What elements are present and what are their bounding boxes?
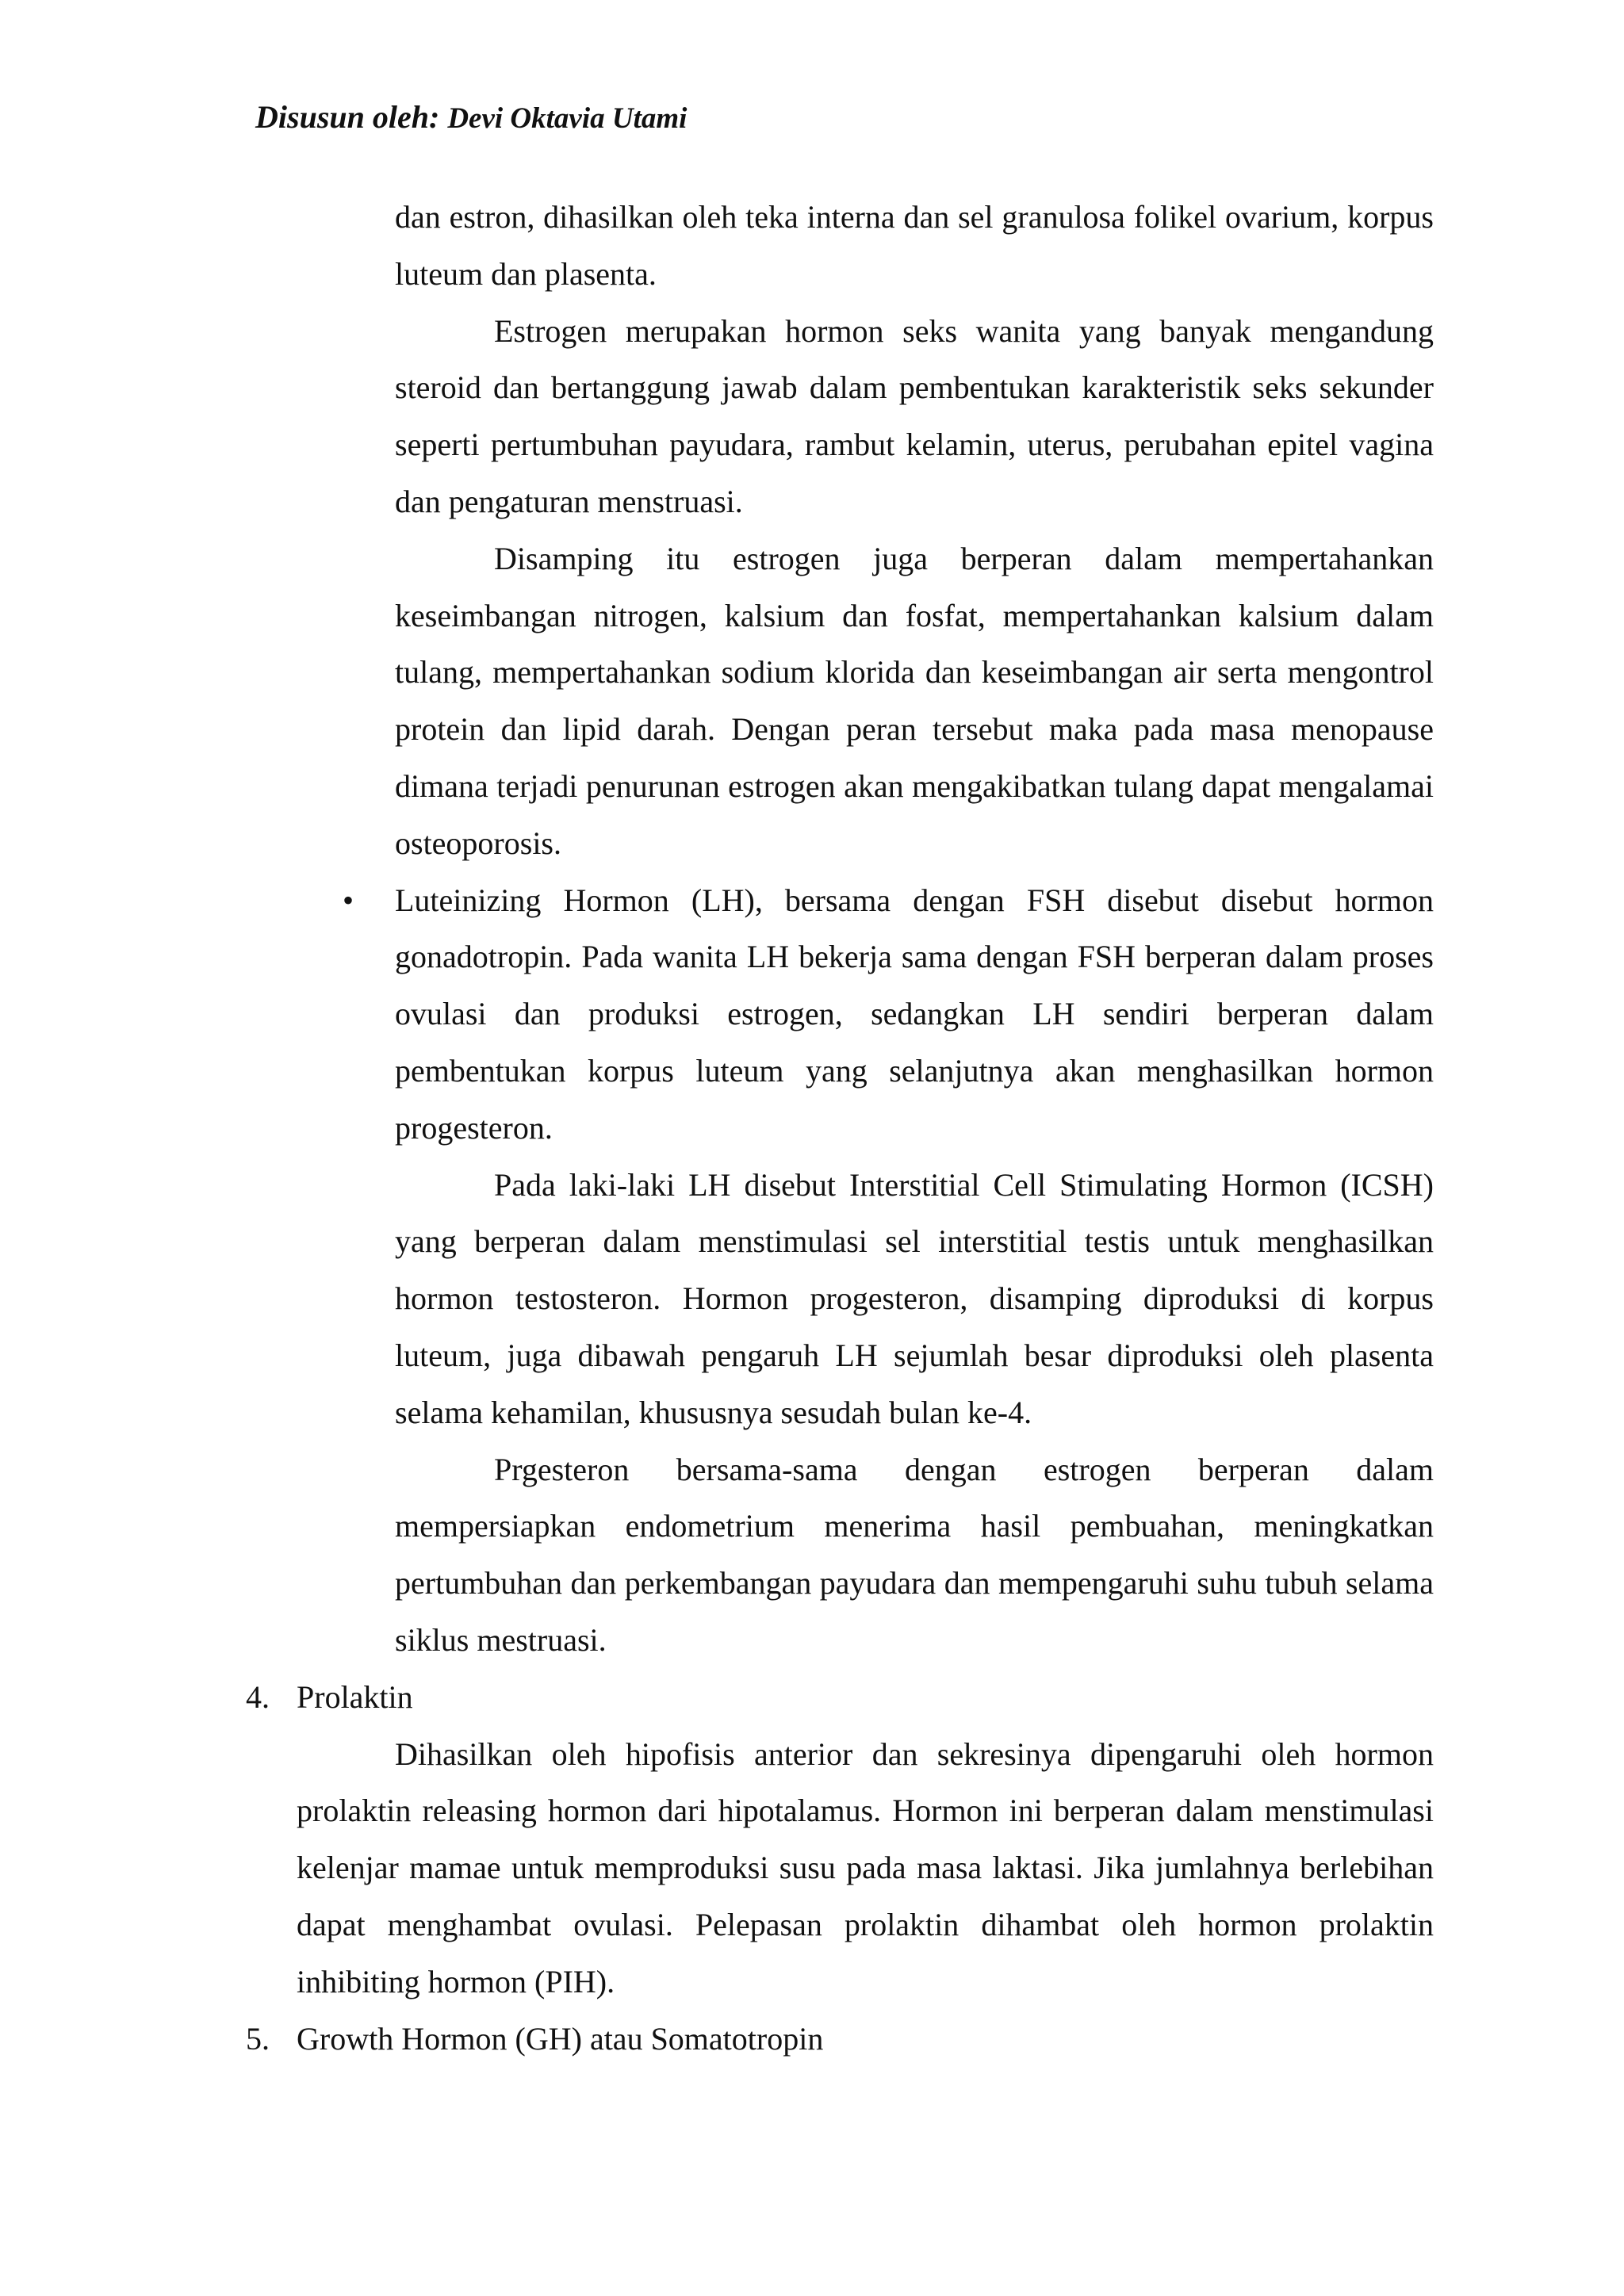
list-item-4 — [0, 1669, 1624, 1726]
header-label: Disusun oleh: — [255, 99, 440, 135]
list-number-4: 4. — [246, 1678, 270, 1715]
paragraph-estrogen-definition: Estrogen merupakan hormon seks wanita yang banyak mengandung steroid dan bertanggung jawab dalam pembentukan karakteristik seks sekunder seperti pertumbuhan payudara, rambut kelamin, uterus, perubahan epitel vagina dan pengaturan menstruasi. — [395, 312, 1434, 519]
section-title-prolaktin: Prolaktin — [297, 1678, 413, 1715]
paragraph-estron: dan estron, dihasilkan oleh teka interna dan sel granulosa folikel ovarium, korpus luteum dan plasenta. — [395, 199, 1434, 292]
page-header — [255, 94, 687, 143]
paragraph-prolaktin: Dihasilkan oleh hipofisis anterior dan sekresinya dipengaruhi oleh hormon prolaktin releasing hormon dari hipotalamus. Hormon ini berperan dalam menstimulasi kelenjar mamae untuk memproduksi susu pada masa laktasi. Jika jumlahnya berlebihan dapat menghambat ovulasi. Pelepasan prolaktin dihambat oleh hormon prolaktin inhibiting hormon (PIH). — [297, 1735, 1434, 1999]
bullet-icon: • — [343, 882, 354, 918]
list-number-5: 5. — [246, 2020, 270, 2057]
section-title-growth-hormon: Growth Hormon (GH) atau Somatotropin — [297, 2020, 824, 2057]
document-body — [0, 189, 1624, 2067]
paragraph-lh-men: Pada laki-laki LH disebut Interstitial Cell Stimulating Hormon (ICSH) yang berperan dalam menstimulasi sel interstitial testis untuk menghasilkan hormon testosteron. Hormon progesteron, disamping diproduksi di korpus luteum, juga dibawah pengaruh LH sejumlah besar diproduksi oleh plasenta selama kehamilan, khususnya sesudah bulan ke-4. — [395, 1166, 1434, 1430]
header-author: Devi Oktavia Utami — [447, 102, 688, 135]
bullet-lh-text: Luteinizing Hormon (LH), bersama dengan FSH disebut disebut hormon gonadotropin. Pada wanita LH bekerja sama dengan FSH berperan dalam proses ovulasi dan produksi estrogen, sedangkan LH sendiri berperan dalam pembentukan korpus luteum yang selanjutnya akan menghasilkan hormon progesteron. — [395, 882, 1434, 1146]
paragraph-progesteron: Prgesteron bersama-sama dengan estrogen berperan dalam mempersiapkan endometrium menerima hasil pembuahan, meningkatkan pertumbuhan dan perkembangan payudara dan mempengaruhi suhu tubuh selama siklus mestruasi. — [395, 1451, 1434, 1658]
bullet-item-lh — [0, 872, 1624, 1157]
list-item-5 — [0, 2011, 1624, 2068]
paragraph-estrogen-function: Disamping itu estrogen juga berperan dalam mempertahankan keseimbangan nitrogen, kalsium dan fosfat, mempertahankan kalsium dalam tulang, mempertahankan sodium klorida dan keseimbangan air serta mengontrol protein dan lipid darah. Dengan peran tersebut maka pada masa menopause dimana terjadi penurunan estrogen akan mengakibatkan tulang dapat mengalamai osteoporosis. — [395, 540, 1434, 861]
